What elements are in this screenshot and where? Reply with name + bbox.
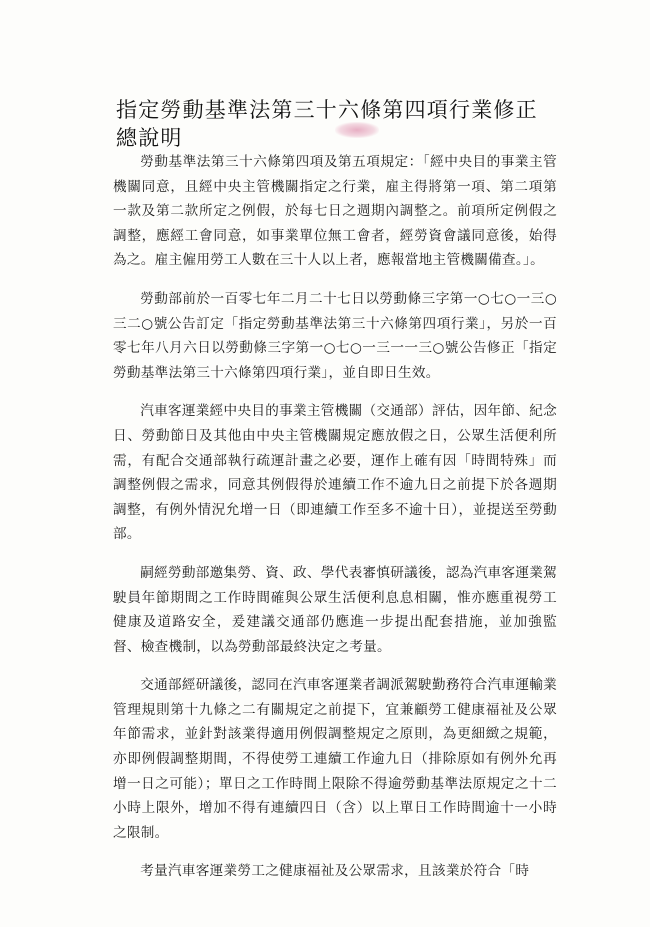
paragraph: 汽車客運業經中央目的事業主管機關（交通部）評估，因年節、紀念日、勞動節日及其他由中央主管機關規定應放假之日，公眾生活便利所需，有配合交通部執行疏運計畫之必要，運作上確有因「時間特殊」而調整例假之需求，同意其例假得於連續工作不逾九日之前提下於各週期調整，有例外情況允增一日（即連續工作至多不逾十日），並提送至勞動部。 — [113, 403, 557, 543]
paragraph: 勞動基準法第三十六條第四項及第五項規定：「經中央目的事業主管機關同意，且經中央主管機關指定之行業，雇主得將第一項、第二項第一款及第二款所定之例假，於每七日之週期內調整之。前項所定例假之調整，應經工會同意，如事業單位無工會者，經勞資會議同意後，始得為之。雇主僱用勞工人數在三十人以上者，應報當地主管機關備查。」。 — [113, 154, 557, 269]
document-title: 指定勞動基準法第三十六條第四項行業修正總說明 — [116, 98, 538, 150]
paragraph: 嗣經勞動部邀集勞、資、政、學代表審慎研議後，認為汽車客運業駕駛員年節期間之工作時間確與公眾生活便利息息相關，惟亦應重視勞工健康及道路安全，爰建議交通部仍應進一步提出配套措施，並加強監督、檢查機制，以為勞動部最終決定之考量。 — [113, 564, 557, 655]
seal-stamp — [335, 122, 379, 138]
paragraph: 勞動部前於一百零七年二月二十七日以勞動條三字第一○七○一三○三二○號公告訂定「指定勞動基準法第三十六條第四項行業」，另於一百零七年八月六日以勞動條三字第一○七○一三一一三○號公告修正「指定勞動基準法第三十六條第四項行業」，並自即日生效。 — [113, 290, 557, 381]
document-body — [113, 150, 557, 884]
paragraph: 考量汽車客運業勞工之健康福祉及公眾需求，且該業於符合「時 — [140, 863, 530, 880]
paragraph: 交通部經研議後，認同在汽車客運業者調派駕駛勤務符合汽車運輸業管理規則第十九條之二有關規定之前提下，宜兼顧勞工健康福祉及公眾年節需求，並針對該業得適用例假調整規定之原則，為更細緻之規範，亦即例假調整期間，不得使勞工連續工作逾九日（排除原如有例外允再增一日之可能）；單日之工作時間上限除不得逾勞動基準法原規定之十二小時上限外，增加不得有連續四日（含）以上單日工作時間逾十一小時之限制。 — [113, 677, 557, 841]
